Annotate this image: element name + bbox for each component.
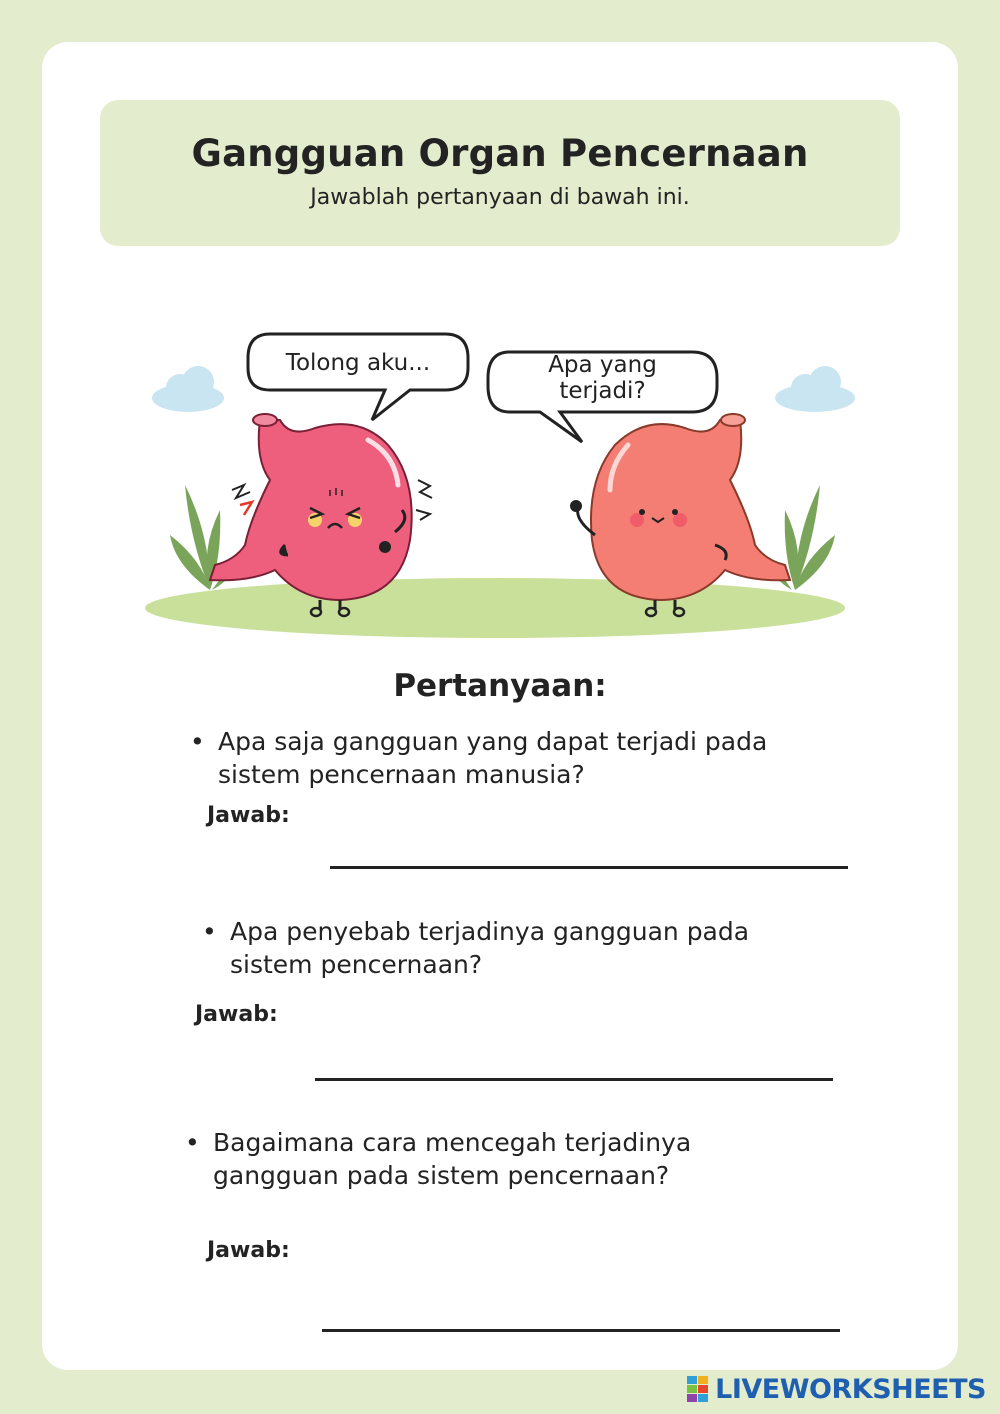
bubble-right-line1: Apa yang <box>548 352 657 378</box>
bubble-right-line2: terjadi? <box>559 378 646 404</box>
page-title: Gangguan Organ Pencernaan <box>191 132 809 175</box>
answer-label-3: Jawab: <box>207 1238 290 1263</box>
bubble-left-text: Tolong aku... <box>285 350 431 376</box>
question-1-line1: Apa saja gangguan yang dapat terjadi pada <box>218 727 768 756</box>
question-3 <box>185 1126 865 1192</box>
question-3-line2: gangguan pada sistem pencernaan? <box>213 1161 670 1190</box>
brand-name: LIVEWORKSHEETS <box>715 1373 986 1405</box>
stomach-illustration <box>140 320 860 640</box>
cloud-left-icon <box>152 366 224 412</box>
answer-line-1[interactable] <box>330 866 848 869</box>
answer-line-2[interactable] <box>315 1078 833 1081</box>
bullet: • <box>185 1128 200 1157</box>
section-title: Pertanyaan: <box>393 668 607 704</box>
answer-line-3[interactable] <box>322 1329 840 1332</box>
header-banner <box>100 100 900 246</box>
answer-label-1: Jawab: <box>207 803 290 828</box>
bullet: • <box>190 727 205 756</box>
question-1 <box>190 725 870 791</box>
question-2 <box>202 915 882 981</box>
question-3-line1: Bagaimana cara mencegah terjadinya <box>213 1128 692 1157</box>
question-2-line2: sistem pencernaan? <box>230 950 483 979</box>
bubble-right-text <box>500 352 705 404</box>
liveworksheets-logo-icon <box>687 1376 709 1402</box>
cloud-right-icon <box>775 366 855 412</box>
brand-footer[interactable] <box>687 1372 986 1406</box>
page-subtitle: Jawablah pertanyaan di bawah ini. <box>310 185 690 210</box>
speech-bubble-left <box>248 334 468 420</box>
answer-label-2: Jawab: <box>195 1002 278 1027</box>
question-2-line1: Apa penyebab terjadinya gangguan pada <box>230 917 750 946</box>
grass-ground <box>145 578 845 638</box>
bullet: • <box>202 917 217 946</box>
question-1-line2: sistem pencernaan manusia? <box>218 760 585 789</box>
